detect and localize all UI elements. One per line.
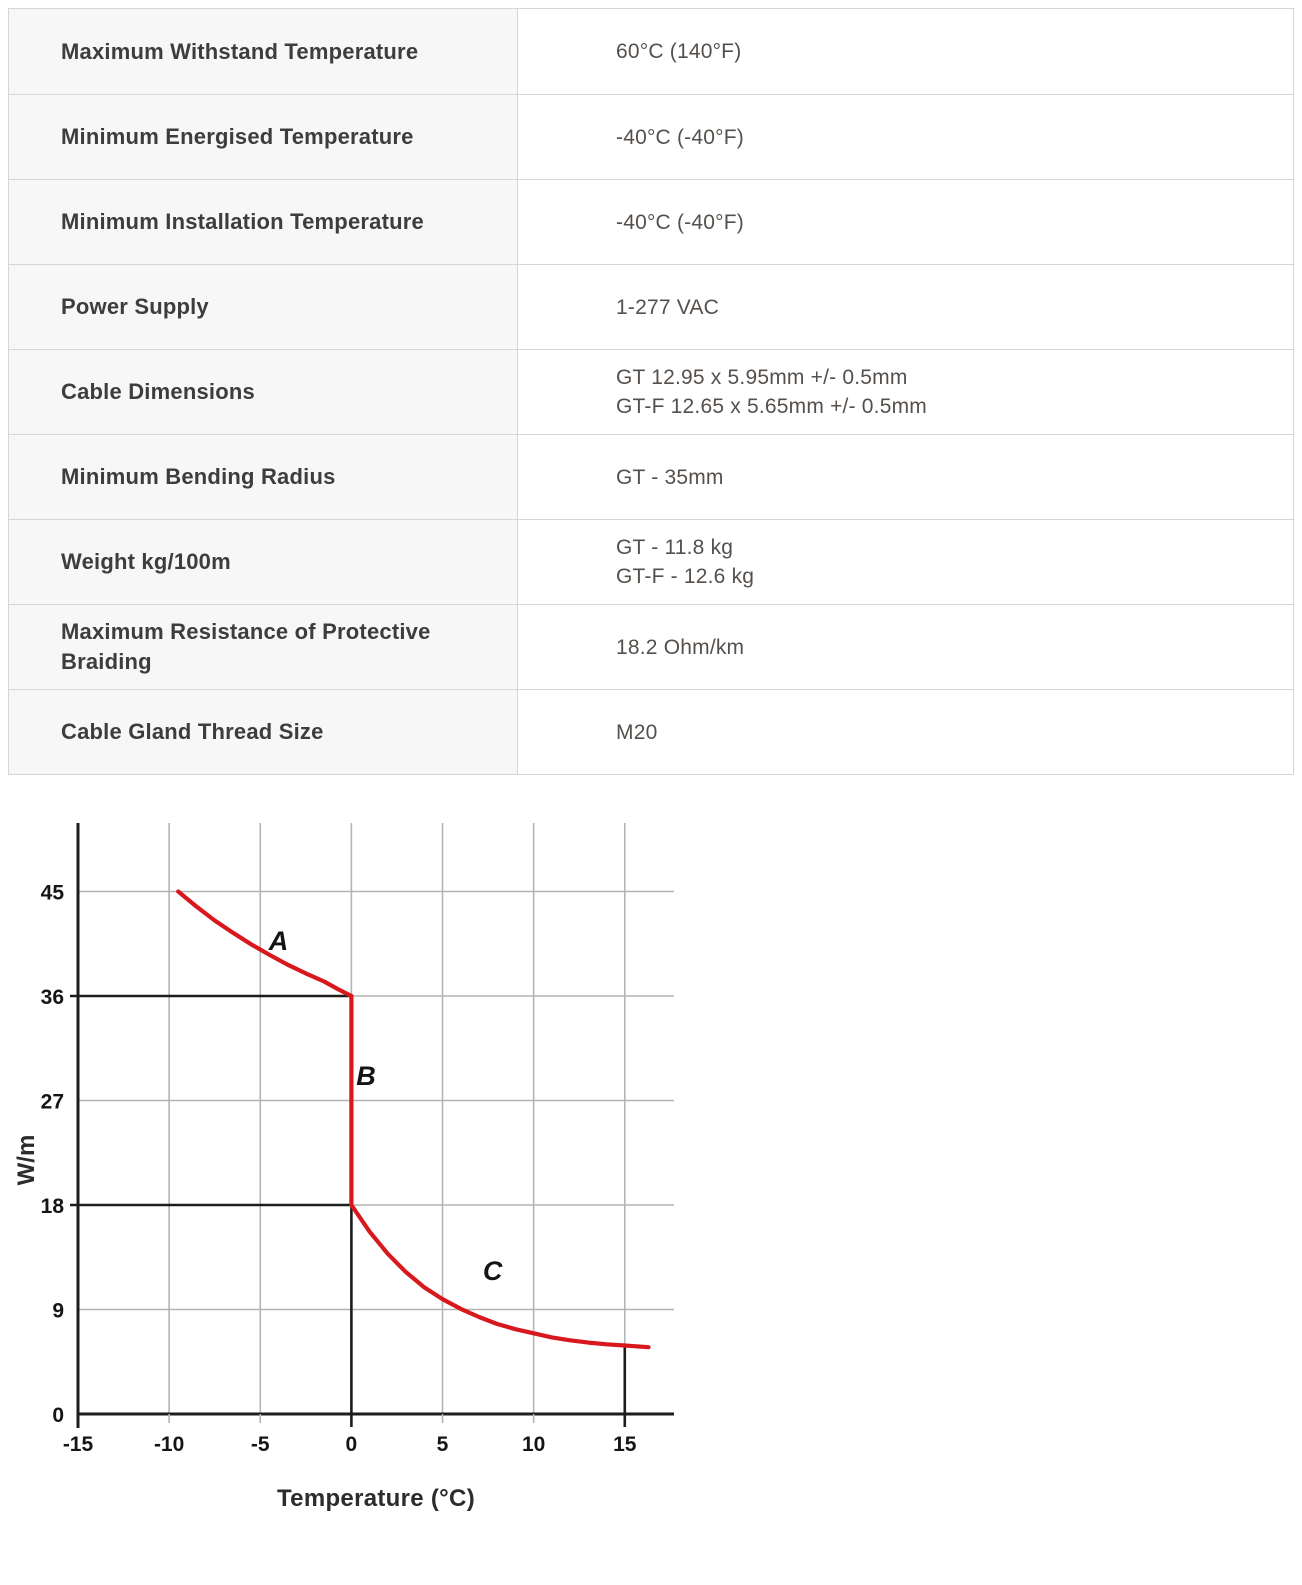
y-tick-label: 0 [52, 1404, 64, 1427]
spec-value-line: -40°C (-40°F) [616, 125, 744, 149]
spec-value-line: GT-F - 12.6 kg [616, 565, 755, 588]
spec-value [518, 265, 1293, 349]
table-row [9, 9, 1293, 94]
spec-label: Maximum Withstand Temperature [9, 9, 518, 94]
table-row [9, 179, 1293, 264]
curve-label-A: A [268, 925, 289, 956]
x-tick-label: 0 [345, 1433, 358, 1456]
spec-label: Minimum Bending Radius [9, 435, 518, 519]
y-tick-label: 45 [40, 881, 64, 905]
table-row [9, 434, 1293, 519]
x-tick-label: 10 [521, 1433, 546, 1456]
heat-output-chart-wrap [0, 798, 700, 1580]
table-row [9, 519, 1293, 604]
x-tick-label: -10 [153, 1433, 185, 1456]
spec-label: Weight kg/100m [9, 520, 518, 604]
spec-value-line: 1-277 VAC [616, 295, 719, 319]
spec-value [518, 690, 1293, 774]
table-row [9, 94, 1293, 179]
heat-output-chart [0, 798, 700, 1580]
spec-value [518, 9, 1293, 94]
curve-label-C: C [482, 1256, 503, 1287]
x-tick-label: 15 [613, 1433, 637, 1456]
x-tick-label: 5 [436, 1433, 449, 1456]
spec-value-line: GT - 11.8 kg [616, 536, 734, 559]
table-row [9, 349, 1293, 434]
spec-label: Minimum Installation Temperature [9, 180, 518, 264]
x-tick-label: -15 [62, 1433, 94, 1456]
x-axis-title: Temperature (°C) [277, 1485, 475, 1512]
spec-label: Cable Dimensions [9, 350, 518, 434]
y-axis-title: W/m [13, 1134, 40, 1186]
y-tick-label: 36 [40, 986, 64, 1010]
table-row [9, 604, 1293, 689]
spec-value [518, 605, 1293, 689]
spec-label: Maximum Resistance of Protective Braiding [9, 605, 518, 689]
specs-table [8, 8, 1294, 775]
x-tick-label: -5 [250, 1433, 270, 1456]
table-row [9, 689, 1293, 774]
spec-label: Power Supply [9, 265, 518, 349]
y-tick-label: 9 [52, 1299, 64, 1323]
spec-label: Minimum Energised Temperature [9, 95, 518, 179]
spec-value-line: 60°C (140°F) [616, 40, 742, 63]
curve-label-B: B [356, 1061, 376, 1092]
table-row [9, 264, 1293, 349]
spec-value-line: -40°C (-40°F) [616, 210, 744, 234]
series-A [178, 892, 351, 997]
spec-value-line: GT - 35mm [616, 465, 724, 489]
spec-value-line: GT 12.95 x 5.95mm +/- 0.5mm [616, 366, 908, 389]
spec-value [518, 435, 1293, 519]
y-tick-label: 18 [40, 1195, 64, 1219]
spec-value [518, 520, 1293, 604]
y-tick-label: 27 [40, 1090, 64, 1114]
spec-value [518, 350, 1293, 434]
spec-label: Cable Gland Thread Size [9, 690, 518, 774]
spec-value-line: M20 [616, 720, 658, 744]
spec-value [518, 95, 1293, 179]
spec-value-line: 18.2 Ohm/km [616, 635, 745, 659]
spec-value-line: GT-F 12.65 x 5.65mm +/- 0.5mm [616, 395, 927, 418]
spec-value [518, 180, 1293, 264]
